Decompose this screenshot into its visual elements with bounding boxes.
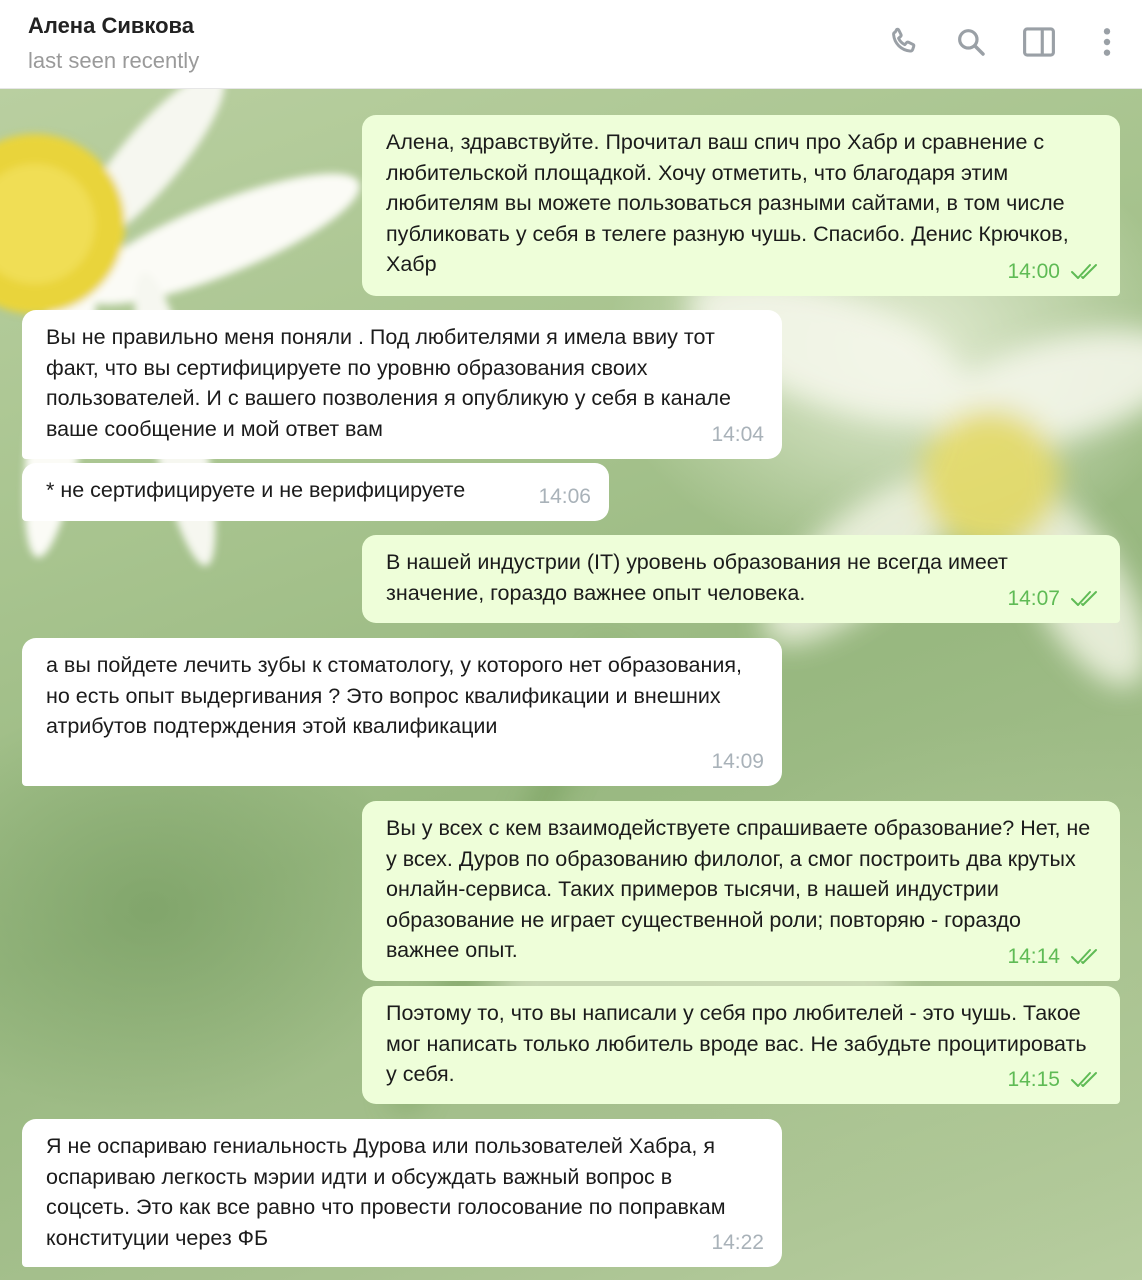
message-text: Вы у всех с кем взаимодействуете спрашиваете образование? Нет, не у всех. Дуров по образованию филолог, а смог построить два крутых онлайн-сервиса. Таких примеров тысячи, в нашей индустрии образование не играет существенной роли; повторяю - гораздо важнее опыт. xyxy=(386,816,1091,962)
message-time: 14:15 xyxy=(1007,1067,1060,1091)
message-meta xyxy=(1007,942,1102,973)
double-check-icon xyxy=(1070,1071,1102,1089)
message-meta xyxy=(711,1228,764,1259)
message-text: Вы не правильно меня поняли . Под любителями я имела ввиу тот факт, что вы сертифицируете по уровню образования своих пользователей. И с вашего позволения я опубликую у себя в канале ваше сообщение и мой ответ вам xyxy=(46,325,731,441)
search-icon[interactable] xyxy=(951,22,991,62)
message-meta xyxy=(1007,1065,1102,1096)
message-time: 14:14 xyxy=(1007,944,1060,968)
message-time: 14:22 xyxy=(711,1230,764,1254)
message-text: Алена, здравствуйте. Прочитал ваш спич про Хабр и сравнение с любительской площадкой. Хочу отметить, что благодаря этим любителям вы можете пользоваться разными сайтами, в том числе публиковать у себя в телеге разную чушь. Спасибо. Денис Крючков, Хабр xyxy=(386,130,1069,276)
message-time: 14:09 xyxy=(711,749,764,773)
message-text: * не сертифицируете и не верифицируете xyxy=(46,478,466,502)
message-meta xyxy=(1007,257,1102,288)
double-check-icon xyxy=(1070,948,1102,966)
message-text: Поэтому то, что вы написали у себя про любителей - это чушь. Такое мог написать только любитель вроде вас. Не забудьте процитировать у себя. xyxy=(386,1001,1087,1086)
message-bubble-outgoing[interactable] xyxy=(362,801,1120,981)
message-meta xyxy=(538,482,591,513)
peer-name[interactable]: Алена Сивкова xyxy=(28,13,195,38)
message-meta xyxy=(1007,584,1102,615)
message-text: а вы пойдете лечить зубы к стоматологу, у которого нет образования, но есть опыт выдергивания ? Это вопрос квалификации и внешних атрибутов подтерждения этой квалификации xyxy=(46,653,742,738)
message-bubble-outgoing[interactable] xyxy=(362,535,1120,623)
message-meta xyxy=(711,747,764,778)
message-time: 14:07 xyxy=(1007,586,1060,610)
double-check-icon xyxy=(1070,590,1102,608)
message-bubble-incoming[interactable] xyxy=(22,463,609,521)
message-text: В нашей индустрии (IT) уровень образования не всегда имеет значение, гораздо важнее опыт человека. xyxy=(386,550,1008,605)
message-bubble-outgoing[interactable] xyxy=(362,986,1120,1104)
more-vertical-icon[interactable] xyxy=(1087,22,1127,62)
peer-status: last seen recently xyxy=(28,48,200,73)
chat-area[interactable] xyxy=(0,89,1142,1280)
message-bubble-incoming[interactable] xyxy=(22,638,782,786)
message-time: 14:00 xyxy=(1007,259,1060,283)
message-bubble-outgoing[interactable] xyxy=(362,115,1120,296)
message-text: Я не оспариваю гениальность Дурова или пользователей Хабра, я оспариваю легкость мэрии идти и обсуждать важный вопрос в соцсеть. Это как все равно что провести голосование по поправкам конституции через ФБ xyxy=(46,1134,726,1250)
message-bubble-incoming[interactable] xyxy=(22,1119,782,1267)
phone-icon[interactable] xyxy=(884,22,924,62)
double-check-icon xyxy=(1070,263,1102,281)
message-time: 14:04 xyxy=(711,422,764,446)
message-meta xyxy=(711,420,764,451)
message-time: 14:06 xyxy=(538,484,591,508)
chat-header xyxy=(0,0,1142,89)
sidebar-toggle-icon[interactable] xyxy=(1019,22,1059,62)
message-bubble-incoming[interactable] xyxy=(22,310,782,459)
